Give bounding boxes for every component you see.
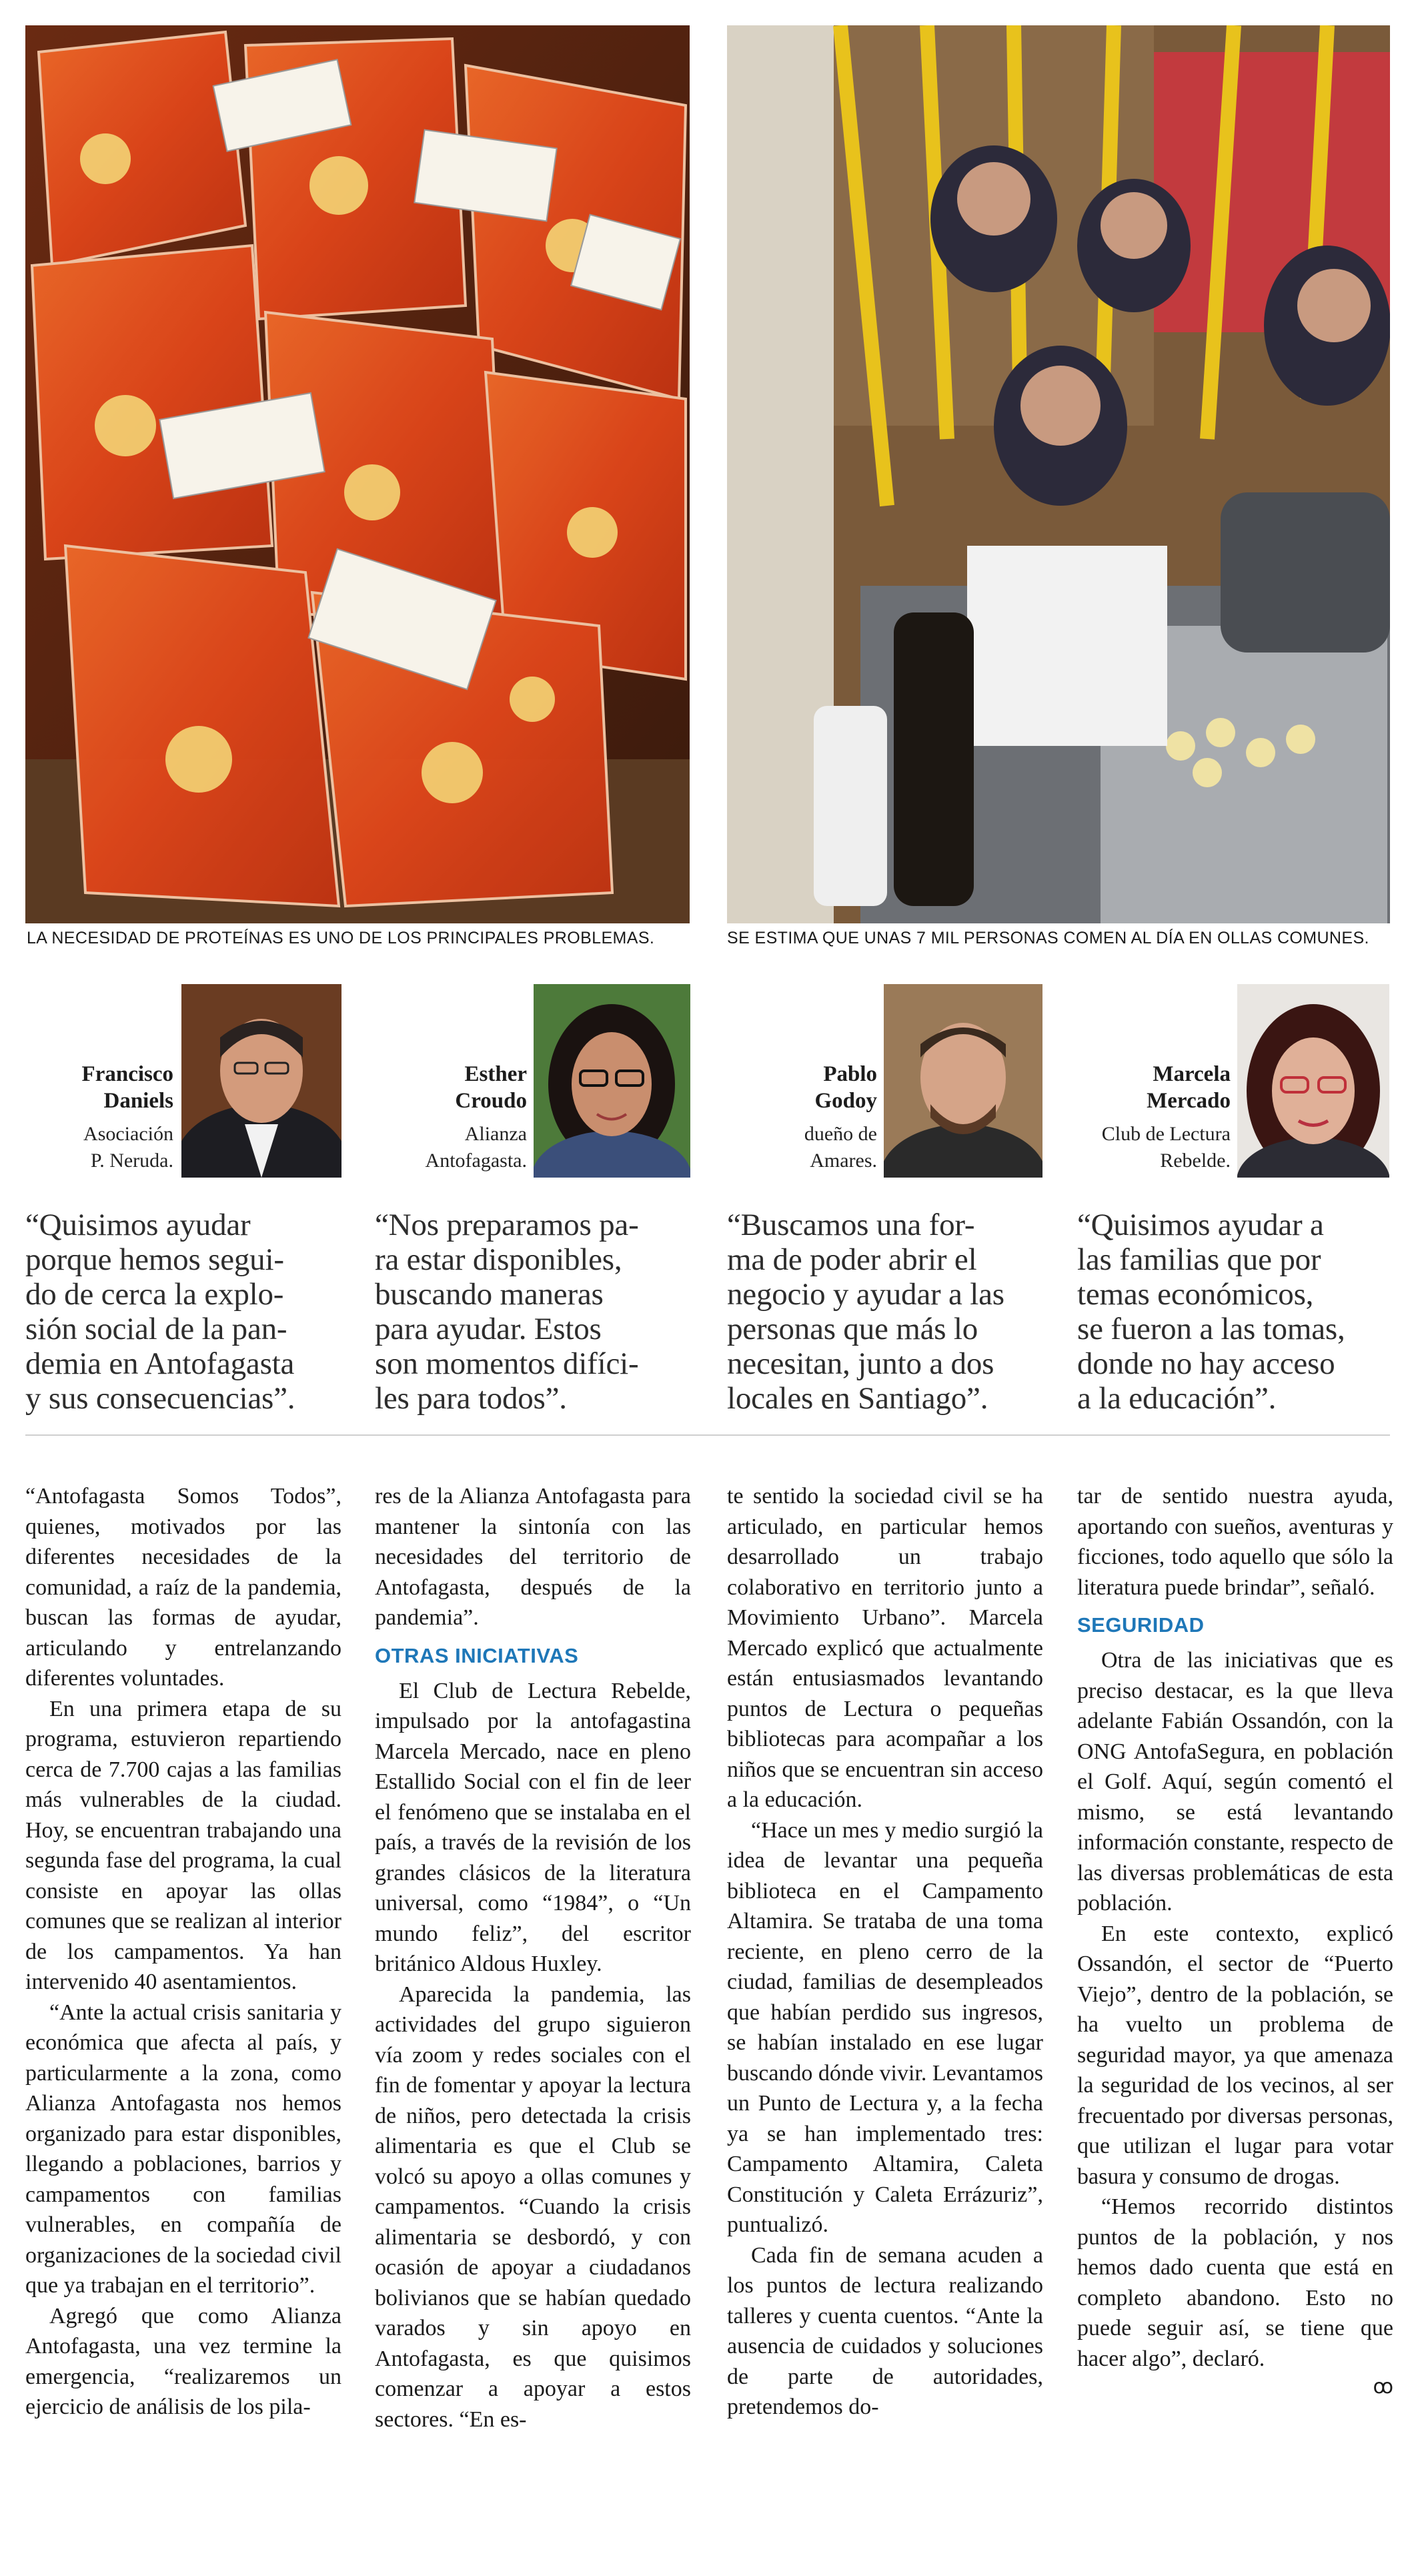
left-photo-caption: LA NECESIDAD DE PROTEÍNAS ES UNO DE LOS PRINCIPALES PROBLEMAS. bbox=[27, 929, 655, 947]
subheading-otras-iniciativas: OTRAS INICIATIVAS bbox=[375, 1643, 579, 1667]
end-of-article-icon: ꝏ bbox=[1373, 2376, 1393, 2398]
soup-kitchen-photo bbox=[727, 25, 1390, 923]
person-organization: dueño de Amares. bbox=[804, 1123, 877, 1172]
paragraph: res de la Alianza Antofagasta para mantener la sintonía con las necesidades del territorio de Antofagasta, después de la pandemia”. bbox=[375, 1484, 691, 1630]
paragraph: “Hace un mes y medio surgió la idea de levantar una pequeña biblioteca en el Campamento Altamira. Se trataba de una toma reciente, en pleno cerro de la ciudad, familias de desempleados que habían perdido sus ingresos, se habían instalado en ese lugar buscando dónde vivir. Levantamos un Punto de Lectura y, a la fecha ya se han implementado tres: Campamento Altamira, Caleta Constitución y Caleta Errázuriz”, puntualizó. bbox=[727, 1817, 1044, 2237]
portrait-marcela-mercado bbox=[1237, 984, 1389, 1178]
article-column-2 bbox=[375, 1481, 691, 2435]
right-photo-caption: SE ESTIMA QUE UNAS 7 MIL PERSONAS COMEN AL DÍA EN OLLAS COMUNES. bbox=[727, 929, 1369, 947]
paragraph: “Hemos recorrido distintos puntos de la población, y nos hemos dado cuenta que está en completo abandono. Esto no puede seguir así, se tiene que hacer algo”, declaró. bbox=[1077, 2194, 1393, 2371]
paragraph: tar de sentido nuestra ayuda, aportando con sueños, aventuras y ficciones, todo aquello que sólo la literatura puede brindar”, señaló. bbox=[1077, 1484, 1393, 1600]
person-quote: “Buscamos una for- ma de poder abrir el negocio y ayudar a las personas que más lo necesitan, junto a dos locales en Santiago”. bbox=[727, 1208, 1004, 1416]
paragraph: Cada fin de semana acuden a los puntos de lectura realizando talleres y cuenta cuentos. “Ante la ausencia de cuidados y soluciones de parte de autoridades, pretendemos do- bbox=[727, 2242, 1043, 2419]
subheading-seguridad: SEGURIDAD bbox=[1077, 1613, 1205, 1637]
paragraph: te sentido la sociedad civil se ha articulado, en particular hemos desarrollado un trabajo colaborativo en territorio junto a Movimiento Urbano”. Marcela Mercado explicó que actualmente están entusiasmados levantando puntos de Lectura o pequeñas bibliotecas para acompañar a los niños que se encuentran sin acceso a la educación. bbox=[727, 1484, 1043, 1812]
person-name: Pablo Godoy bbox=[814, 1062, 877, 1113]
section-divider bbox=[25, 1434, 1390, 1436]
person-quote: “Nos preparamos pa- ra estar disponibles, buscando maneras para ayudar. Estos son momentos difíci- les para todos”. bbox=[375, 1208, 639, 1416]
person-organization: Alianza Antofagasta. bbox=[425, 1123, 527, 1172]
person-organization: Club de Lectura Rebelde. bbox=[1101, 1123, 1231, 1172]
food-bags-photo bbox=[25, 25, 690, 923]
person-quote: “Quisimos ayudar porque hemos segui- do de cerca la explo- sión social de la pan- demia en Antofagasta y sus consecuencias”. bbox=[25, 1208, 295, 1416]
paragraph: Agregó que como Alianza Antofagasta, una vez termine la emergencia, “realizaremos un ejercicio de análisis de los pila- bbox=[25, 2303, 341, 2419]
paragraph: El Club de Lectura Rebelde, impulsado por la antofagastina Marcela Mercado, nace en pleno Estallido Social con el fin de leer el fenómeno que se instalaba en el país, a través de la revisión de los grandes clásicos de la literatura universal, como “1984”, o “Un mundo feliz”, del escritor británico Aldous Huxley. bbox=[375, 1678, 691, 1976]
article-column-1 bbox=[25, 1481, 341, 2423]
paragraph: Aparecida la pandemia, las actividades del grupo siguieron vía zoom y redes sociales con el fin de fomentar y apoyar la lectura de niños, pero detectada la crisis alimentaria es que el Club se volcó su apoyo a ollas comunes y campamentos. “Cuando la crisis alimentaria se desbordó, y con ocasión de apoyar a ciudadanos bolivianos que se habían quedado varados y sin apoyo en Antofagasta, es que quisimos comenzar a apoyar a estos sectores. “En es- bbox=[375, 1982, 691, 2432]
person-name: Marcela Mercado bbox=[1147, 1062, 1231, 1113]
portrait-francisco-daniels bbox=[181, 984, 341, 1178]
person-name: Francisco Daniels bbox=[81, 1062, 173, 1113]
paragraph: Otra de las iniciativas que es preciso destacar, es la que lleva adelante Fabián Ossandón, con la ONG AntofaSegura, en población el Golf. Aquí, según comentó el mismo, se está levantando información constante, respecto de las diversas problemáticas de esta población. bbox=[1077, 1648, 1393, 1915]
paragraph: “Antofagasta Somos Todos”, quienes, motivados por las diferentes necesidades de la comunidad, a raíz de la pandemia, buscan las formas de ayudar, articulando y entrelanzando diferentes voluntades. bbox=[25, 1484, 341, 1691]
portrait-esther-croudo bbox=[534, 984, 690, 1178]
person-quote: “Quisimos ayudar a las familias que por temas económicos, se fueron a las tomas, donde no hay acceso a la educación”. bbox=[1077, 1208, 1345, 1416]
article-column-3 bbox=[727, 1481, 1043, 2423]
person-organization: Asociación P. Neruda. bbox=[83, 1123, 173, 1172]
paragraph: “Ante la actual crisis sanitaria y económica que afecta al país, y particularmente a la zona, como Alianza Antofagasta nos hemos organizado para estar disponibles, llegando a poblaciones, barrios y campamentos con familias vulnerables, en compañía de organizaciones de la sociedad civil que ya trabajan en el territorio”. bbox=[25, 2000, 341, 2298]
paragraph: En este contexto, explicó Ossandón, el sector de “Puerto Viejo”, dentro de la población, se ha vuelto un problema de seguridad mayor, ya que amenaza la seguridad de los vecinos, al ser frecuentado por diversas personas, que utilizan el lugar para votar basura y consumo de drogas. bbox=[1077, 1921, 1393, 2189]
person-name: Esther Croudo bbox=[455, 1062, 527, 1113]
article-column-4 bbox=[1077, 1481, 1393, 2403]
portrait-pablo-godoy bbox=[884, 984, 1042, 1178]
paragraph: En una primera etapa de su programa, estuvieron repartiendo cerca de 7.700 cajas a las familias más vulnerables de la ciudad. Hoy, se encuentran trabajando una segunda fase del programa, la cual consiste en apoyar las ollas comunes que se realizan al interior de los campamentos. Ya han intervenido 40 asentamientos. bbox=[25, 1696, 341, 1994]
